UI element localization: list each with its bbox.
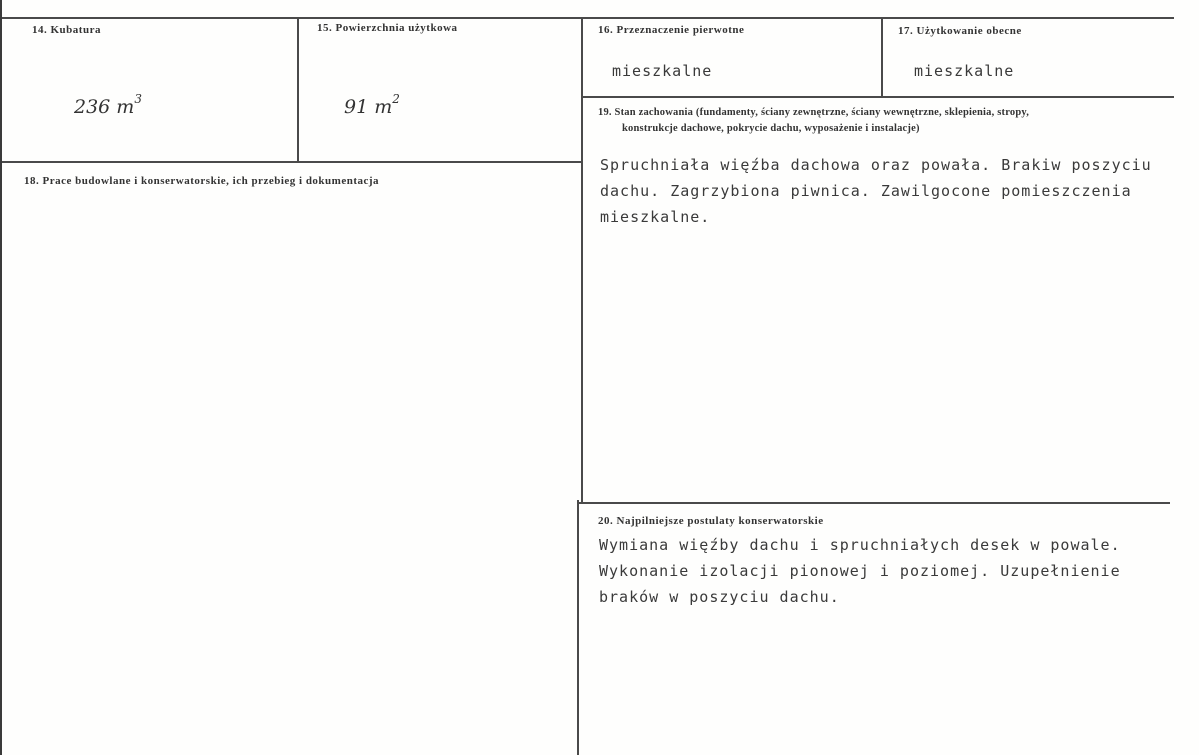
divider-15-16 xyxy=(581,17,583,504)
divider-16-17 xyxy=(881,17,883,97)
field-14-unit-exponent: 3 xyxy=(134,92,142,106)
field-20-text-line: Wymiana więźby dachu i spruchniałych desek w powale. xyxy=(599,536,1121,554)
divider-18-20 xyxy=(577,500,579,755)
field-19-label-line1: 19. Stan zachowania (fundamenty, ściany zewnętrzne, ściany wewnętrzne, sklepienia, stropy, xyxy=(598,107,1030,118)
field-20-text xyxy=(599,532,1169,610)
field-15-number: 91 m xyxy=(344,96,393,118)
field-19-text-line: Spruchniała więźba dachowa oraz powała. Brakiw poszyciu xyxy=(600,156,1152,174)
field-19-text xyxy=(600,152,1170,230)
field-15-unit-exponent: 2 xyxy=(392,92,400,106)
field-15-value xyxy=(344,92,400,118)
field-20-label: 20. Najpilniejsze postulaty konserwatorskie xyxy=(598,515,824,527)
field-14-value xyxy=(74,92,142,118)
field-20-text-line: braków w poszyciu dachu. xyxy=(599,588,840,606)
rule-under-14-15 xyxy=(2,161,583,163)
field-16-label: 16. Przeznaczenie pierwotne xyxy=(598,24,745,36)
field-18-label: 18. Prace budowlane i konserwatorskie, ich przebieg i dokumentacja xyxy=(24,175,380,187)
top-rule xyxy=(2,17,1174,19)
field-14-label: 14. Kubatura xyxy=(32,24,101,36)
rule-under-16-17 xyxy=(581,96,1174,98)
field-19-text-line: mieszkalne. xyxy=(600,208,711,226)
field-20-text-line: Wykonanie izolacji pionowej i poziomej. Uzupełnienie xyxy=(599,562,1121,580)
field-19-label-line2: konstrukcje dachowe, pokrycie dachu, wyposażenie i instalacje) xyxy=(622,123,920,134)
field-16-value: mieszkalne xyxy=(612,62,713,80)
field-15-label: 15. Powierzchnia użytkowa xyxy=(317,22,458,34)
divider-14-15 xyxy=(297,17,299,163)
rule-under-19 xyxy=(579,502,1170,504)
field-17-value: mieszkalne xyxy=(914,62,1015,80)
field-14-number: 236 m xyxy=(74,96,135,118)
field-17-label: 17. Użytkowanie obecne xyxy=(898,25,1022,37)
field-19-text-line: dachu. Zagrzybiona piwnica. Zawilgocone pomieszczenia xyxy=(600,182,1132,200)
